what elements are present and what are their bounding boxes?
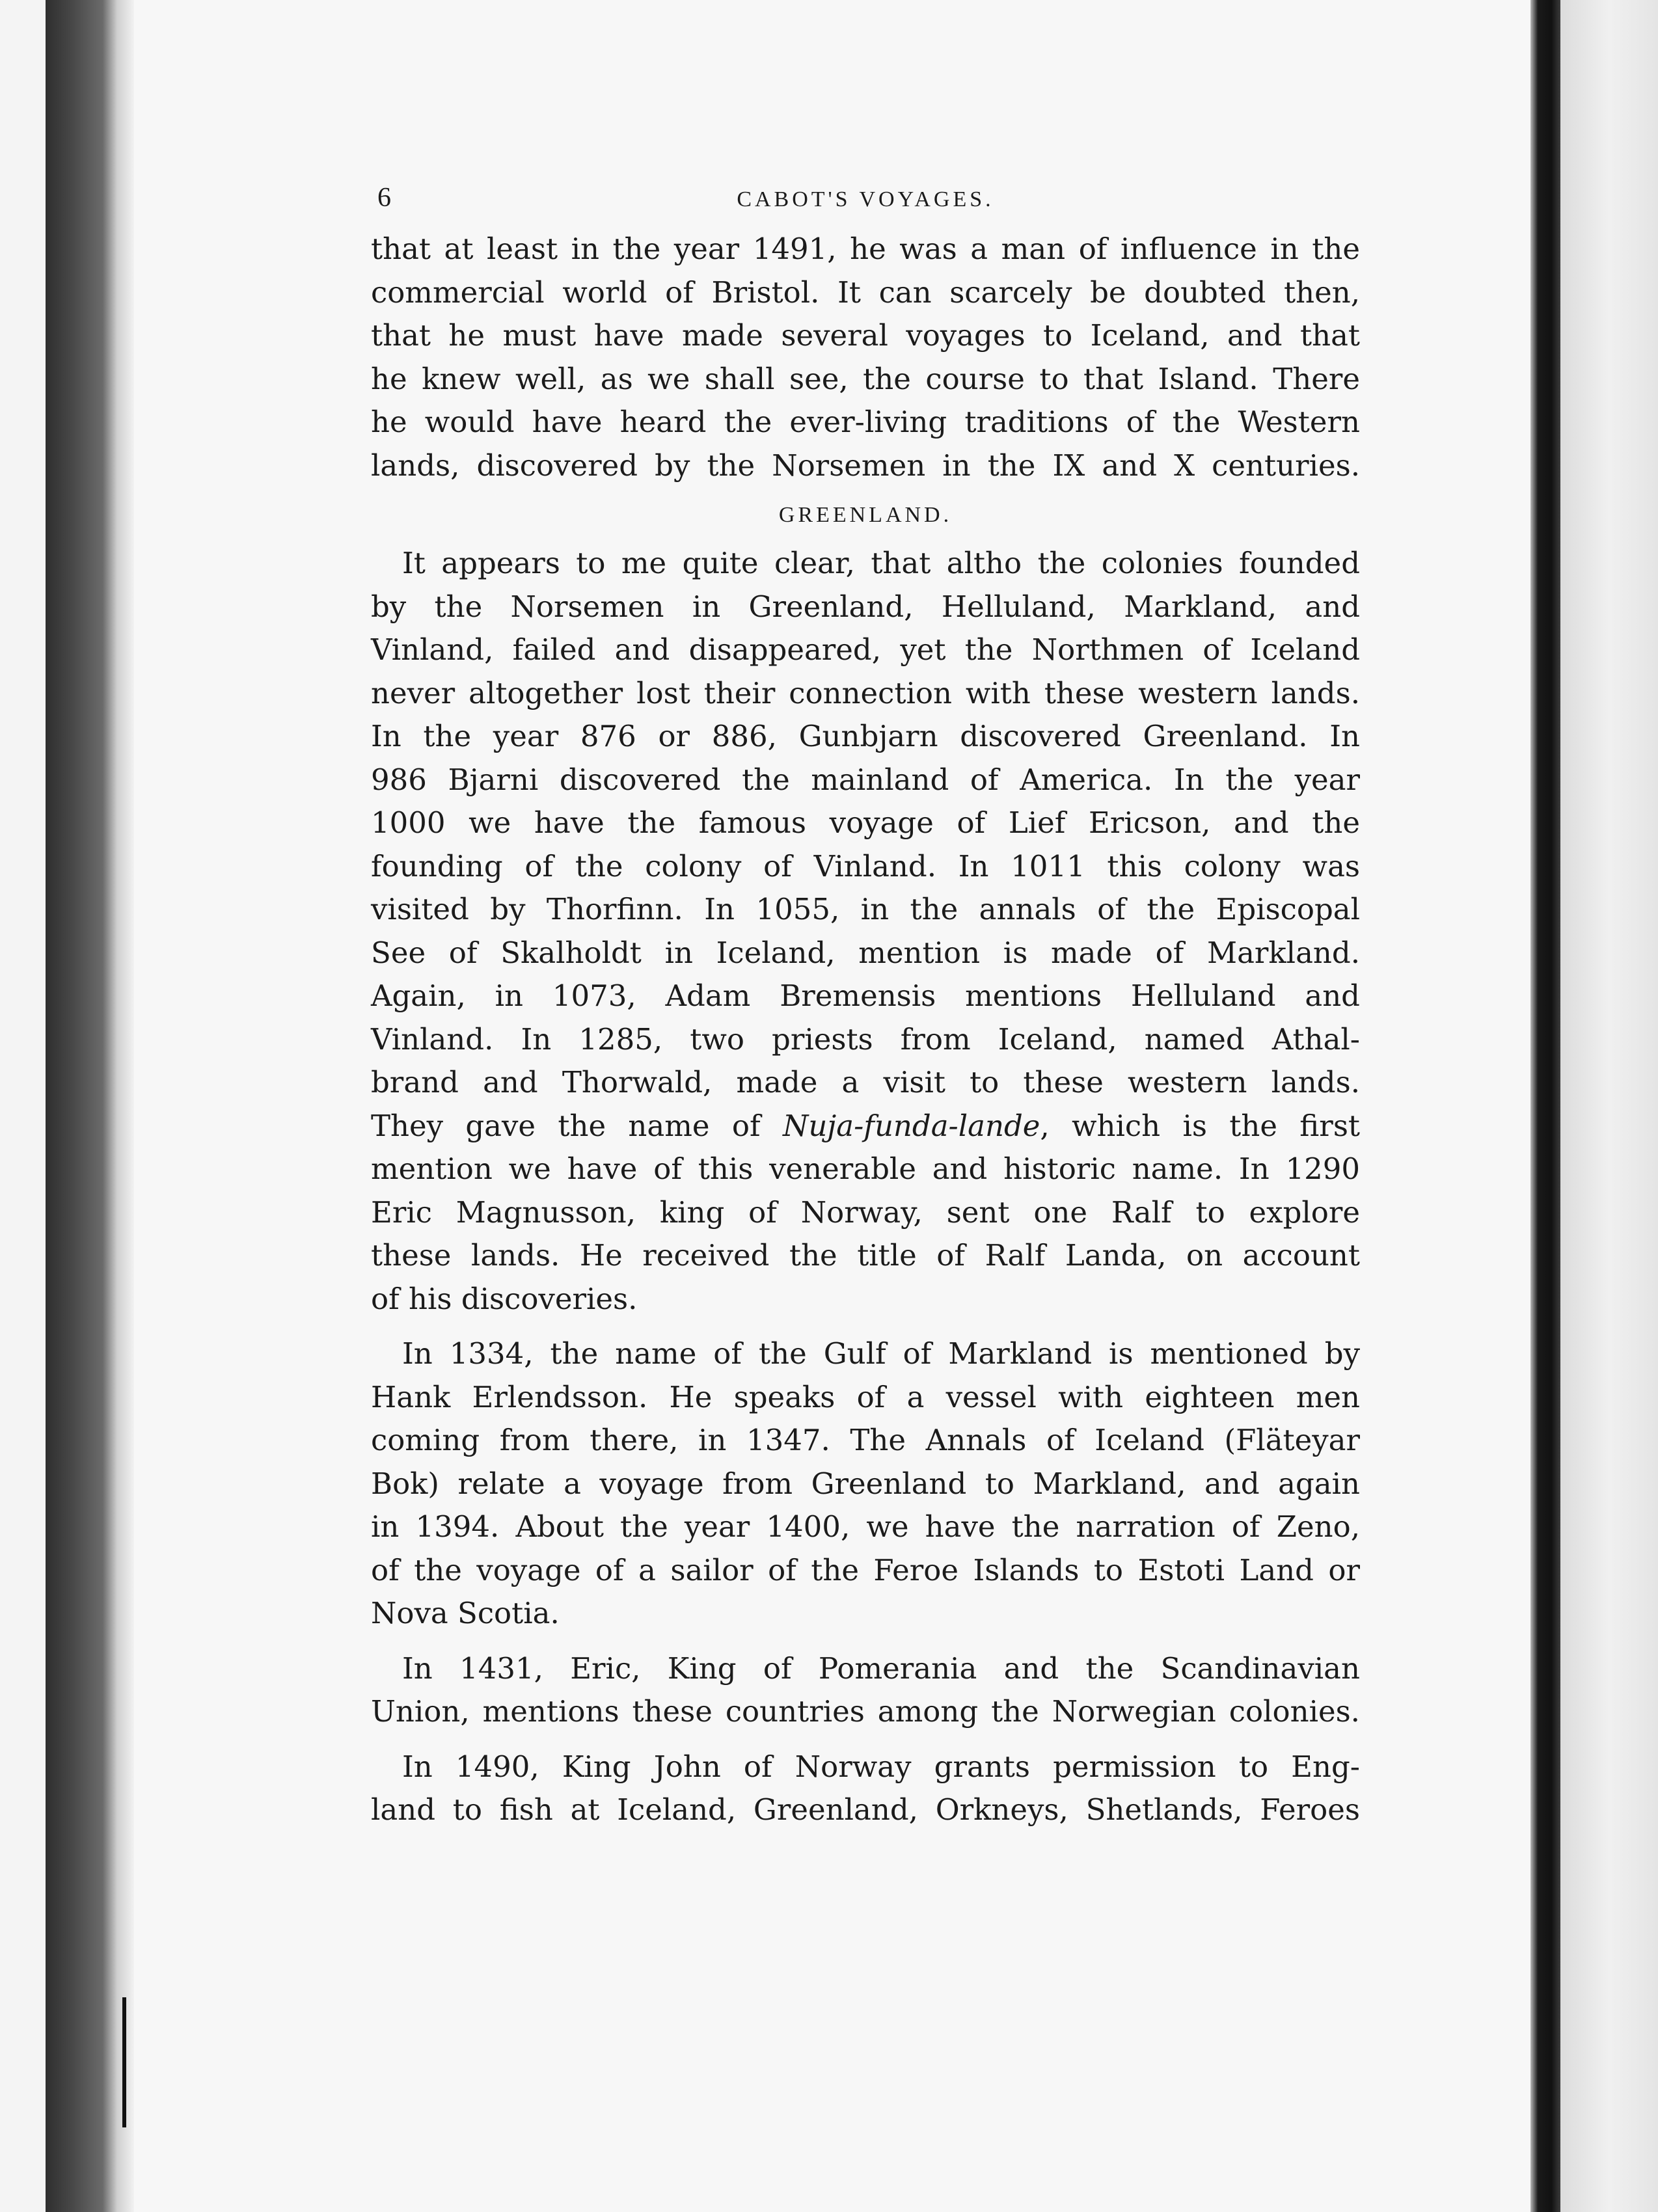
text-line: Again, in 1073, Adam Bremensis mentions Helluland and — [371, 978, 1360, 1013]
text-line: mention we have of this venerable and historic name. In 1290 — [371, 1152, 1360, 1186]
italic-name: Nuja-funda-lande — [782, 1108, 1040, 1143]
section-heading: GREENLAND. — [778, 503, 953, 527]
text-line: Bok) relate a voyage from Greenland to Markland, and again — [371, 1466, 1360, 1501]
text-line: In 1334, the name of the Gulf of Markland is mentioned by — [402, 1336, 1360, 1371]
left-binding-shadow — [46, 0, 117, 2212]
text-line: Nova Scotia. — [371, 1596, 560, 1630]
text-line: of his discoveries. — [371, 1281, 638, 1316]
right-binding-shadow — [1530, 0, 1560, 2212]
text-line-with-italic: They gave the name of Nuja-funda-lande, which is the first — [371, 1108, 1360, 1143]
text-line: that he must have made several voyages to Iceland, and that — [371, 318, 1360, 353]
text-line: Eric Magnusson, king of Norway, sent one Ralf to explore — [371, 1194, 1360, 1230]
page-content — [371, 182, 1360, 1832]
text-line: In 1431, Eric, King of Pomerania and the Scandinavian — [402, 1651, 1360, 1686]
text-line: these lands. He received the title of Ralf Landa, on account — [371, 1238, 1360, 1273]
text-line: It appears to me quite clear, that altho the colonies founded — [402, 546, 1360, 580]
running-head — [371, 182, 1360, 228]
page-number: 6 — [377, 183, 391, 213]
paragraph-2 — [371, 542, 1360, 1321]
text-line: he knew well, as we shall see, the course to that Island. There — [371, 361, 1360, 396]
text-line: founding of the colony of Vinland. In 1011 this colony was — [371, 848, 1360, 883]
paragraph-3 — [371, 1332, 1360, 1636]
text-line: land to fish at Iceland, Greenland, Orkneys, Shetlands, Feroes — [371, 1792, 1360, 1827]
text-line: brand and Thorwald, made a visit to these western lands. — [371, 1065, 1360, 1099]
text-line: in 1394. About the year 1400, we have the narration of Zeno, — [371, 1509, 1360, 1544]
text-line: by the Norsemen in Greenland, Helluland, Markland, and — [371, 589, 1360, 624]
paragraph-1 — [371, 228, 1360, 487]
right-page-edge — [1560, 0, 1658, 2212]
text-line: In 1490, King John of Norway grants permission to Eng- — [402, 1749, 1360, 1784]
text-line: Vinland, failed and disappeared, yet the Northmen of Iceland — [371, 632, 1360, 667]
paragraph-5 — [371, 1746, 1360, 1832]
text-line: Hank Erlendsson. He speaks of a vessel with eighteen men — [371, 1379, 1360, 1414]
paragraph-4 — [371, 1647, 1360, 1734]
text-line: 1000 we have the famous voyage of Lief Ericson, and the — [371, 805, 1360, 840]
text-line: visited by Thorfinn. In 1055, in the annals of the Episcopal — [371, 892, 1360, 926]
text-line: commercial world of Bristol. It can scarcely be doubted then, — [371, 275, 1360, 310]
text-line: In the year 876 or 886, Gunbjarn discovered Greenland. In — [371, 719, 1360, 753]
text-line: Vinland. In 1285, two priests from Iceland, named Athal- — [371, 1021, 1360, 1057]
left-page-fold — [117, 0, 134, 2212]
text-line: 986 Bjarni discovered the mainland of America. In the year — [371, 762, 1360, 797]
text-line: of the voyage of a sailor of the Feroe Islands to Estoti Land or — [371, 1552, 1360, 1587]
text-line: never altogether lost their connection with these western lands. — [371, 675, 1360, 710]
text-line: that at least in the year 1491, he was a man of influence in the — [371, 232, 1360, 266]
text-line: lands, discovered by the Norsemen in the IX and X centuries. — [371, 448, 1360, 483]
text-line: See of Skalholdt in Iceland, mention is made of Markland. — [371, 935, 1360, 970]
running-title: CABOT'S VOYAGES. — [737, 187, 994, 211]
text-line: Union, mentions these countries among the Norwegian colonies. — [371, 1694, 1360, 1729]
text-line: coming from there, in 1347. The Annals of Iceland (Fläteyar — [371, 1423, 1360, 1457]
text-line: he would have heard the ever-living traditions of the Western — [371, 405, 1360, 439]
